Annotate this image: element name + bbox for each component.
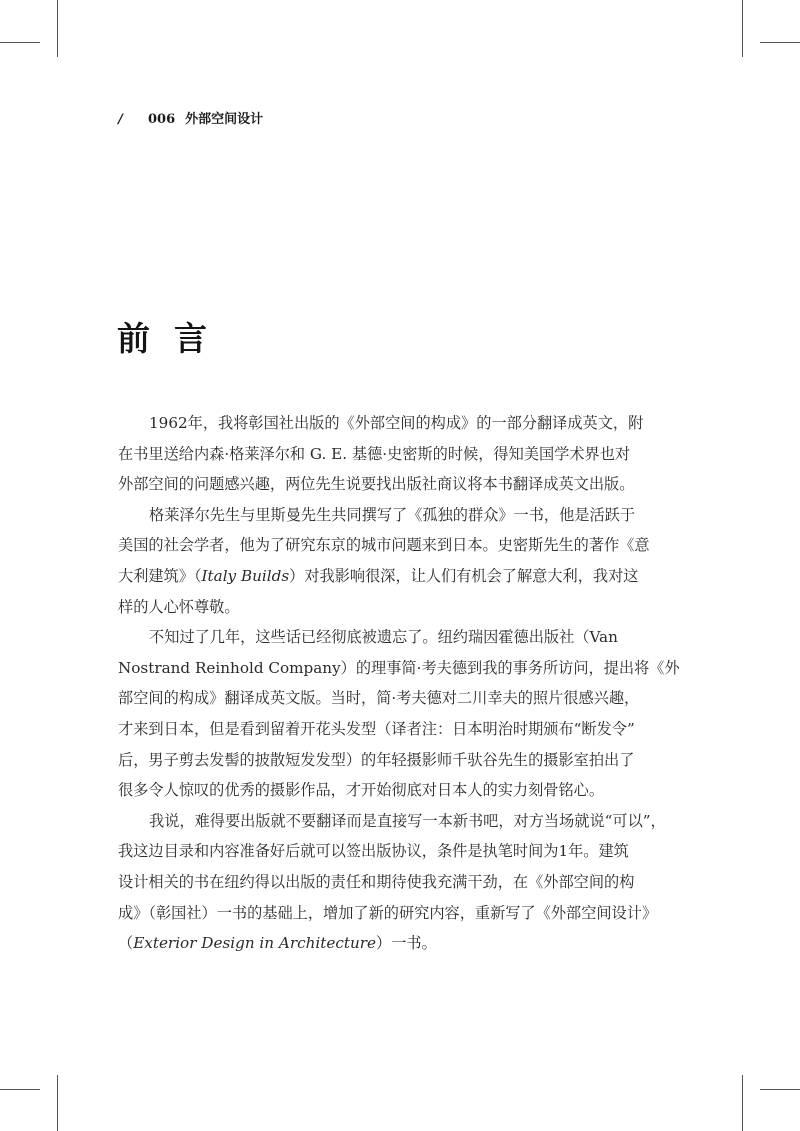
text-line: 不知过了几年，这些话已经彻底被遗忘了。纽约瑞因霍德出版社（Van [149,628,618,647]
text-line: 1962年，我将彰国社出版的《外部空间的构成》的一部分翻译成英文，附 [149,414,644,432]
text-line: 后，男子剪去发髻的披散短发发型）的年轻摄影师千驮谷先生的摄影室拍出了 [118,750,635,769]
text-line: 才来到日本，但是看到留着开花头发型（译者注：日本明治时期颁布“断发令” [118,719,635,738]
crop-mark-bottom-right-horizontal [760,1089,800,1090]
text-line: 很多令人惊叹的优秀的摄影作品，才开始彻底对日本人的实力刻骨铭心。 [118,781,604,800]
running-head [118,108,263,127]
crop-mark-top-right-vertical [742,0,743,57]
text-line: 设计相关的书在纽约得以出版的责任和期待使我充满干劲，在《外部空间的构 [118,872,635,891]
italic-title: Italy Builds [201,566,290,585]
running-head-slash: / [118,112,123,127]
body-text [118,408,684,959]
text-line: 外部空间的问题感兴趣，两位先生说要找出版社商议将本书翻译成英文出版。 [118,475,635,494]
italic-title: Exterior Design in Architecture [133,934,376,953]
crop-mark-bottom-left-horizontal [0,1089,40,1090]
crop-mark-top-left-horizontal [0,42,40,43]
chapter-title: 前言 [117,319,231,358]
text-line: 格莱泽尔先生与里斯曼先生共同撰写了《孤独的群众》一书，他是活跃于 [149,505,635,524]
crop-mark-bottom-right-vertical [742,1075,743,1131]
text-line: 样的人心怀尊敬。 [118,597,240,616]
book-title: 外部空间设计 [185,112,264,127]
crop-mark-bottom-left-vertical [57,1075,58,1131]
text-line: 我这边目录和内容准备好后就可以签出版协议，条件是执笔时间为1年。建筑 [118,842,629,861]
text-line: 部空间的构成》翻译成英文版。当时，简·考夫德对二川幸夫的照片很感兴趣， [118,689,640,708]
text-line: 大利建筑》（ Italy Builds ）对我影响很深，让人们有机会了解意大利，我对这 [118,561,684,592]
text-line: 美国的社会学者，他为了研究东京的城市问题来到日本。史密斯先生的著作《意 [118,536,650,555]
crop-mark-top-right-horizontal [760,42,800,43]
page-number: 006 [148,112,176,127]
crop-mark-top-left-vertical [57,0,58,57]
text-line: Nostrand Reinhold Company）的理事简·考夫德到我的事务所访问，提出将《外 [118,658,680,677]
text-line: 成》（彰国社）一书的基础上，增加了新的研究内容，重新写了《外部空间设计》 [118,903,658,922]
text-line: 在书里送给内森·格莱泽尔和 G. E. 基德·史密斯的时候，得知美国学术界也对 [118,444,631,463]
text-line: （ Exterior Design in Architecture ）一书。 [118,928,684,959]
text-line: 我说，难得要出版就不要翻译而是直接写一本新书吧，对方当场就说“可以”， [149,811,666,830]
